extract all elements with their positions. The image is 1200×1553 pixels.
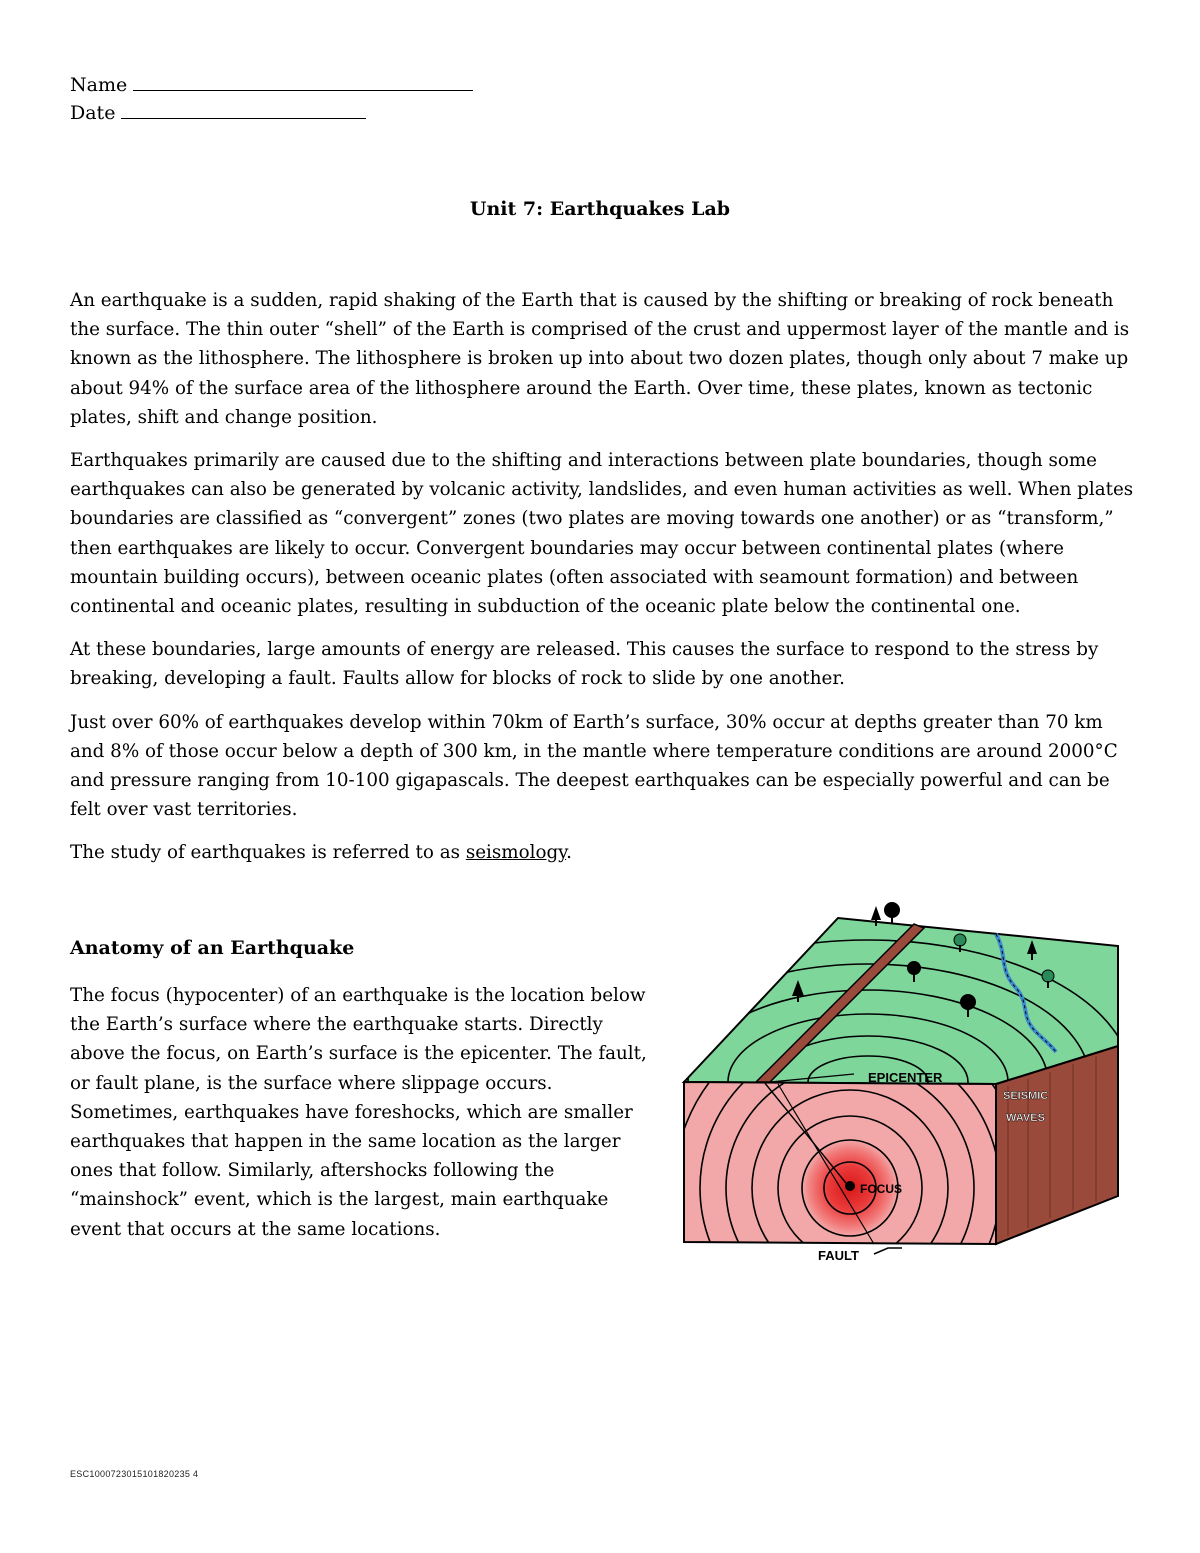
name-label: Name bbox=[70, 74, 128, 96]
label-seismic: SEISMIC bbox=[1003, 1090, 1049, 1102]
label-waves: WAVES bbox=[1006, 1112, 1045, 1124]
focus-dot-icon bbox=[845, 1181, 855, 1191]
earthquake-diagram bbox=[678, 896, 1138, 1266]
date-line[interactable] bbox=[121, 100, 366, 119]
section-text: The focus (hypocenter) of an earthquake is the location below the Earth’s surface where the earthquake starts. Directly above the focus, on Earth’s surface is the epicenter. The fault, or fault plane, is the surface where slippage occurs. Sometimes, earthquakes have foreshocks, which are smaller earthquakes that happen in the same location as the larger ones that follow. Similarly, aftershocks following the “mainshock” event, which is the largest, main earthquake event that occurs at the same locations. bbox=[70, 985, 647, 1240]
paragraph-5-prefix: The study of earthquakes is referred to as bbox=[70, 842, 466, 864]
paragraph-5 bbox=[70, 838, 1135, 867]
paragraph-1: An earthquake is a sudden, rapid shaking of the Earth that is caused by the shifting or breaking of rock beneath the surface. The thin outer “shell” of the Earth is comprised of the crust and uppermost layer of the mantle and is known as the lithosphere. The lithosphere is broken up into about two dozen plates, though only about 7 make up about 94% of the surface area of the lithosphere around the Earth. Over time, these plates, known as tectonic plates, shift and change position. bbox=[70, 290, 1130, 428]
paragraph-2: Earthquakes primarily are caused due to the shifting and interactions between plate boundaries, though some earthquakes can also be generated by volcanic activity, landslides, and even human activities as well. When plates boundaries are classified as “convergent” zones (two plates are moving towards one another) or as “transform,” then earthquakes are likely to occur. Convergent boundaries may occur between continental plates (where mountain building occurs), between oceanic plates (often associated with seamount formation) and between continental and oceanic plates, resulting in subduction of the oceanic plate below the continental one. bbox=[70, 450, 1134, 618]
fault-arrow-icon bbox=[874, 1248, 902, 1254]
intro-text bbox=[70, 286, 1135, 882]
name-field[interactable] bbox=[70, 72, 473, 98]
paragraph-4: Just over 60% of earthquakes develop within 70km of Earth’s surface, 30% occur at depths greater than 70 km and 8% of those occur below a depth of 300 km, in the mantle where temperature conditions are around 2000°C and pressure ranging from 10-100 gigapascals. The deepest earthquakes can be especially powerful and can be felt over vast territories. bbox=[70, 711, 1118, 821]
section-heading: Anatomy of an Earthquake bbox=[70, 937, 355, 959]
paragraph-3: At these boundaries, large amounts of energy are released. This causes the surface to respond to the stress by breaking, developing a fault. Faults allow for blocks of rock to slide by one another. bbox=[70, 639, 1099, 690]
label-fault: FAULT bbox=[818, 1248, 859, 1263]
seismology-term: seismology bbox=[465, 842, 567, 864]
document-code: ESC1000723015101820235 4 bbox=[70, 1469, 199, 1479]
label-focus: FOCUS bbox=[860, 1182, 902, 1196]
date-field[interactable] bbox=[70, 100, 366, 126]
page-title: Unit 7: Earthquakes Lab bbox=[469, 198, 731, 220]
label-epicenter: EPICENTER bbox=[868, 1070, 943, 1085]
paragraph-5-suffix: . bbox=[566, 842, 572, 864]
name-line[interactable] bbox=[133, 72, 473, 91]
date-label: Date bbox=[70, 102, 116, 124]
